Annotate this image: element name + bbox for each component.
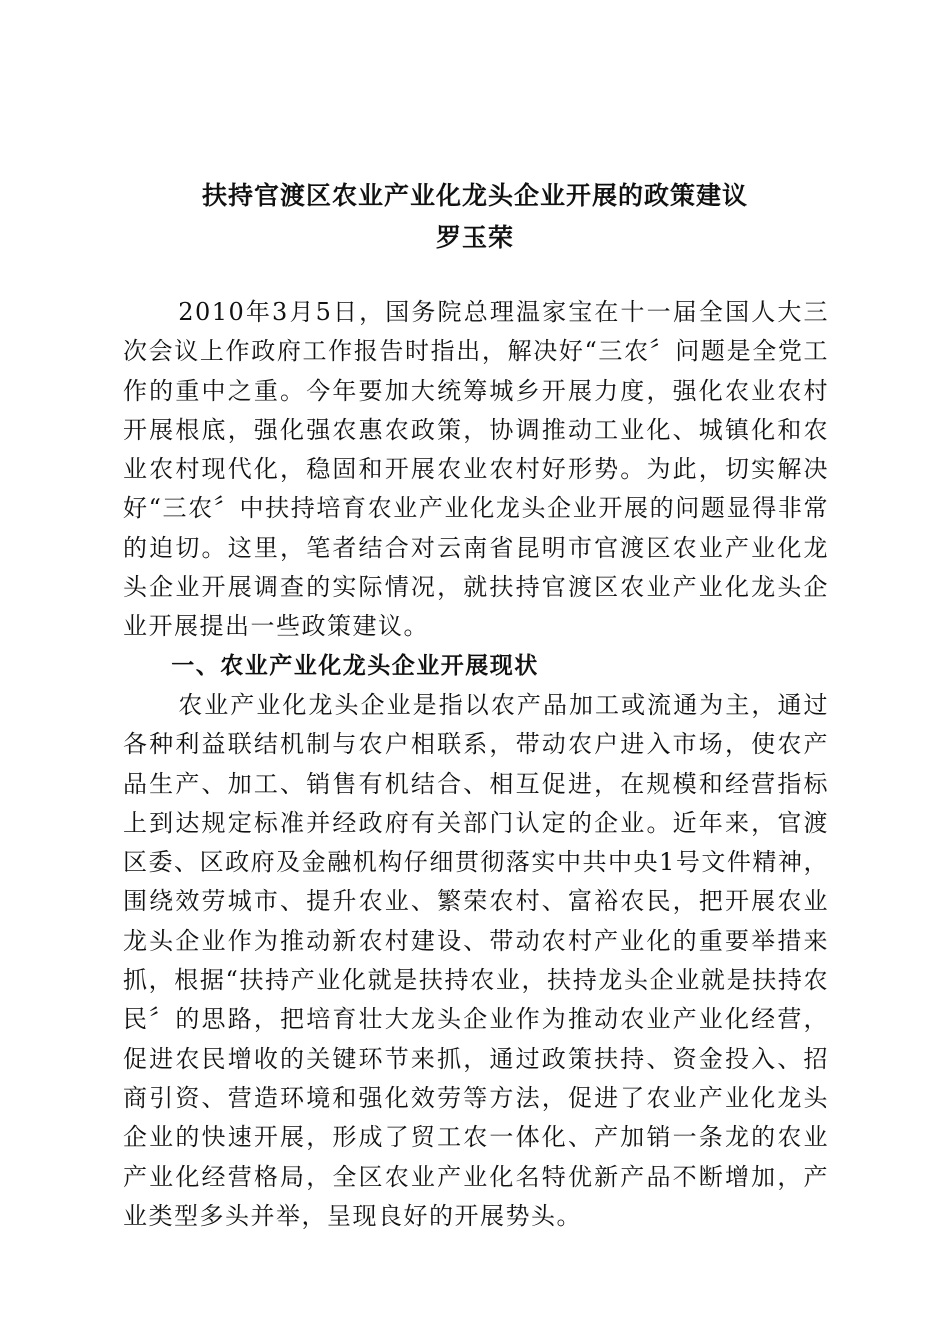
document-title: 扶持官渡区农业产业化龙头企业开展的政策建议 bbox=[201, 181, 748, 210]
document-body bbox=[123, 293, 829, 1236]
body-paragraph-status: 农业产业化龙头企业是指以农产品加工或流通为主，通过各种利益联结机制与农户相联系，带动农户进入市场，使农产品生产、加工、销售有机结合、相互促进，在规模和经营指标上到达规定标准并经政府有关部门认定的企业。近年来，官渡区委、区政府及金融机构仔细贯彻落实中共中央1号文件精神，围绕效劳城市、提升农业、繁荣农村、富裕农民，把开展农业龙头企业作为推动新农村建设、带动农村产业化的重要举措来抓，根据“扶持产业化就是扶持农业，扶持龙头企业就是扶持农民〞的思路，把培育壮大龙头企业作为推动农业产业化经营，促进农民增收的关键环节来抓，通过政策扶持、资金投入、招商引资、营造环境和强化效劳等方法，促进了农业产业化龙头企业的快速开展，形成了贸工农一体化、产加销一条龙的农业产业化经营格局，全区农业产业化名特优新产品不断增加，产业类型多头并举，呈现良好的开展势头。 bbox=[123, 690, 829, 1230]
body-paragraph-intro: 2010年3月5日，国务院总理温家宝在十一届全国人大三次会议上作政府工作报告时指出，解决好“三农〞问题是全党工作的重中之重。今年要加大统筹城乡开展力度，强化农业农村开展根底，强化强农惠农政策，协调推动工业化、城镇化和农业农村现代化，稳固和开展农业农村好形势。为此，切实解决好“三农〞中扶持培育农业产业化龙头企业开展的问题显得非常的迫切。这里，笔者结合对云南省昆明市官渡区农业产业化龙头企业开展调查的实际情况，就扶持官渡区农业产业化龙头企业开展提出一些政策建议。 bbox=[123, 298, 829, 641]
section-heading-1: 一、农业产业化龙头企业开展现状 bbox=[171, 652, 539, 679]
document-author: 罗玉荣 bbox=[435, 223, 514, 252]
